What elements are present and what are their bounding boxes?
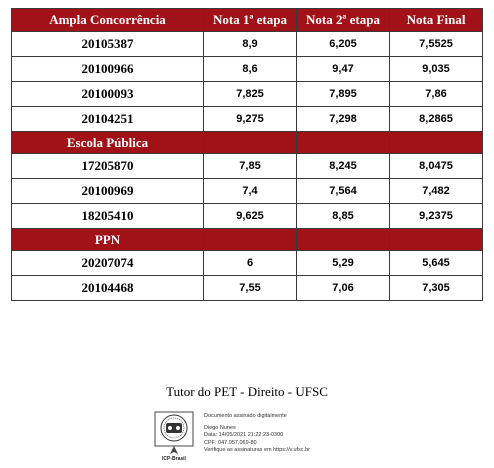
grade-cell: 9,47: [297, 57, 390, 82]
icp-brasil-seal-icon: [152, 410, 196, 462]
grade-cell: 9,625: [204, 204, 297, 229]
footer-title: Tutor do PET - Direito - UFSC: [166, 384, 328, 399]
student-id-cell: 17205870: [12, 154, 204, 179]
section-empty-cell: [390, 229, 483, 251]
grade-cell: 7,298: [297, 107, 390, 132]
student-id-cell: 20100093: [12, 82, 204, 107]
grade-cell: 8,245: [297, 154, 390, 179]
grade-cell: 7,825: [204, 82, 297, 107]
grade-cell: 7,482: [390, 179, 483, 204]
grade-cell: 8,0475: [390, 154, 483, 179]
grade-cell: 7,85: [204, 154, 297, 179]
grade-cell: 9,275: [204, 107, 297, 132]
results-table-body: [12, 9, 483, 301]
header-category: Ampla Concorrência: [12, 9, 204, 32]
table-row: [12, 57, 483, 82]
grade-cell: 6: [204, 251, 297, 276]
grade-cell: 7,895: [297, 82, 390, 107]
grade-cell: 7,06: [297, 276, 390, 301]
signature-date: Data: 14/05/2021 21:22:23-0300: [204, 432, 284, 438]
table-header-row: [12, 9, 483, 32]
student-id-cell: 20100969: [12, 179, 204, 204]
table-row: [12, 251, 483, 276]
grade-cell: 5,29: [297, 251, 390, 276]
student-id-cell: 20100966: [12, 57, 204, 82]
student-id-cell: 20104251: [12, 107, 204, 132]
table-row: [12, 179, 483, 204]
section-title: Escola Pública: [12, 132, 204, 154]
section-empty-cell: [297, 132, 390, 154]
grade-cell: 8,6: [204, 57, 297, 82]
student-id-cell: 20104468: [12, 276, 204, 301]
verify-link[interactable]: Verifique as assinaturas em https://v.ufsc.br: [204, 447, 310, 453]
grade-cell: 9,035: [390, 57, 483, 82]
table-row: [12, 154, 483, 179]
section-header-row: [12, 229, 483, 251]
grade-cell: 7,5525: [390, 32, 483, 57]
grade-cell: 6,205: [297, 32, 390, 57]
grade-cell: 7,564: [297, 179, 390, 204]
grade-cell: 9,2375: [390, 204, 483, 229]
results-table: [11, 8, 483, 301]
section-title: PPN: [12, 229, 204, 251]
grade-cell: 8,2865: [390, 107, 483, 132]
header-stage1: Nota 1ª etapa: [204, 9, 297, 32]
signer-cpf: CPF: 047.957.069-80: [204, 439, 257, 446]
header-stage2: Nota 2ª etapa: [297, 9, 390, 32]
grade-cell: 7,305: [390, 276, 483, 301]
table-row: [12, 107, 483, 132]
section-empty-cell: [297, 229, 390, 251]
table-row: [12, 82, 483, 107]
grade-cell: 8,9: [204, 32, 297, 57]
table-row: [12, 276, 483, 301]
signer-name: Diego Nunes: [204, 424, 236, 431]
student-id-cell: 18205410: [12, 204, 204, 229]
seal-label: ICP-Brasil: [162, 456, 186, 462]
table-row: [12, 32, 483, 57]
section-empty-cell: [204, 132, 297, 154]
grade-cell: 7,4: [204, 179, 297, 204]
section-empty-cell: [204, 229, 297, 251]
header-final: Nota Final: [390, 9, 483, 32]
section-empty-cell: [390, 132, 483, 154]
student-id-cell: 20105387: [12, 32, 204, 57]
grade-cell: 7,55: [204, 276, 297, 301]
grade-cell: 7,86: [390, 82, 483, 107]
grade-cell: 5,645: [390, 251, 483, 276]
signature-heading: Documento assinado digitalmente: [204, 413, 287, 419]
digital-signature-block: [152, 408, 352, 466]
grade-cell: 8,85: [297, 204, 390, 229]
table-row: [12, 204, 483, 229]
student-id-cell: 20207074: [12, 251, 204, 276]
section-header-row: [12, 132, 483, 154]
